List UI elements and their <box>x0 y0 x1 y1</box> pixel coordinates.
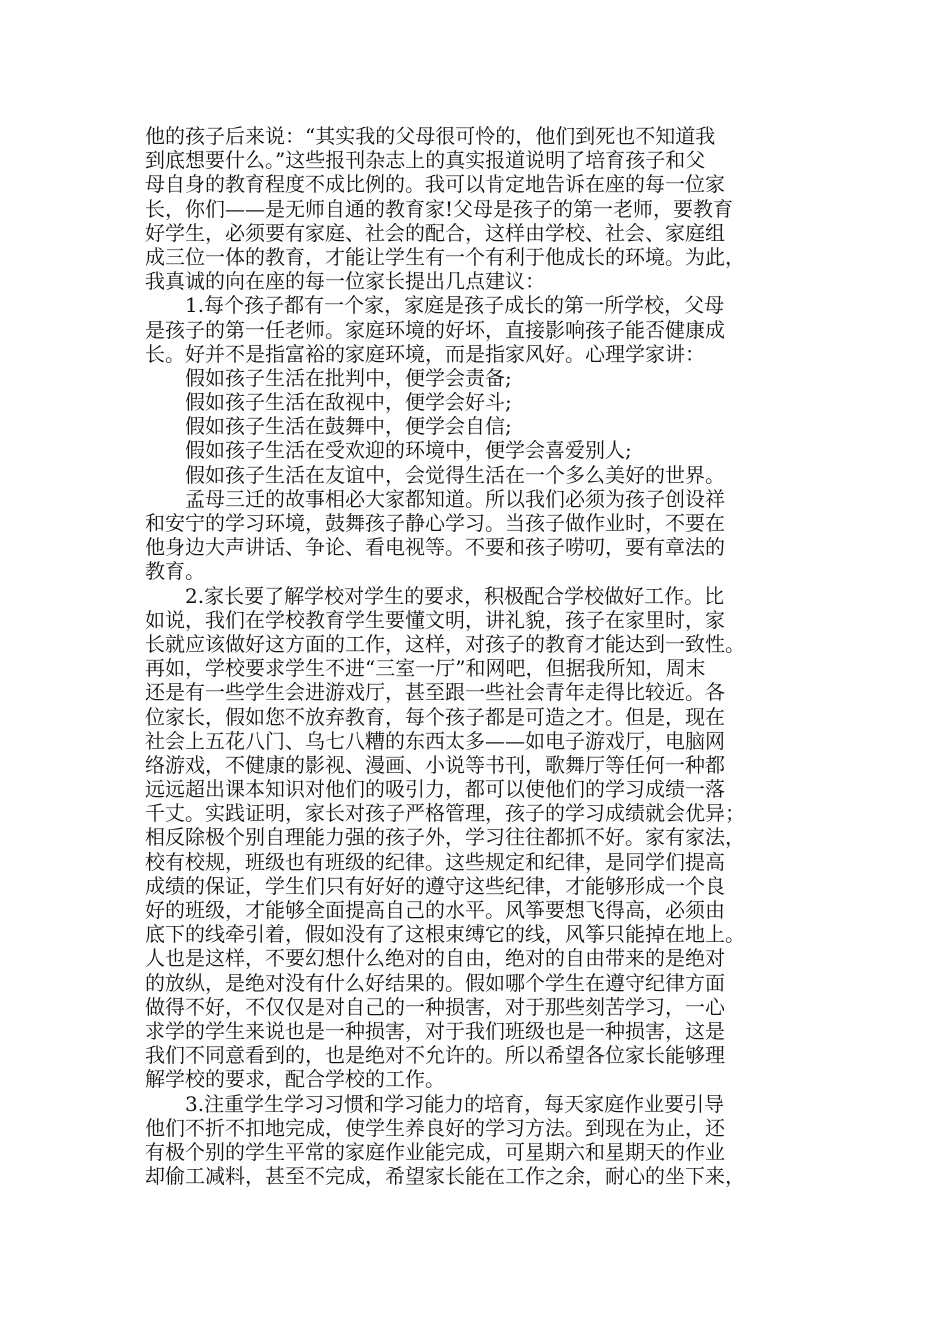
text-line: 教育。 <box>145 559 205 584</box>
text-line: 3.注重学生学习习惯和学习能力的培育，每天家庭作业要引导 <box>185 1091 725 1116</box>
text-line: 社会上五花八门、乌七八糟的东西太多——如电子游戏厅，电脑网 <box>145 728 725 753</box>
text-line: 假如孩子生活在友谊中，会觉得生活在一个多么美好的世界。 <box>185 462 725 487</box>
text-line: 假如孩子生活在受欢迎的环境中，便学会喜爱别人; <box>185 438 632 463</box>
text-line: 孟母三迁的故事相必大家都知道。所以我们必须为孩子创设祥 <box>185 486 725 511</box>
text-line: 的放纵，是绝对没有什么好结果的。假如哪个学生在遵守纪律方面 <box>145 970 725 995</box>
text-line: 远远超出课本知识对他们的吸引力，都可以使他们的学习成绩一落 <box>145 777 725 802</box>
text-line: 到底想要什么。”这些报刊杂志上的真实报道说明了培育孩子和父 <box>145 148 706 173</box>
text-line: 他身边大声讲话、争论、看电视等。不要和孩子唠叨，要有章法的 <box>145 535 725 560</box>
text-line: 却偷工减料，甚至不完成，希望家长能在工作之余，耐心的坐下来， <box>145 1164 745 1189</box>
text-line: 做得不好，不仅仅是对自己的一种损害，对于那些刻苦学习，一心 <box>145 994 725 1019</box>
text-line: 和安宁的学习环境，鼓舞孩子静心学习。当孩子做作业时，不要在 <box>145 511 725 535</box>
text-line: 底下的线牵引着，假如没有了这根束缚它的线，风筝只能掉在地上。 <box>145 922 745 947</box>
text-line: 有极个别的学生平常的家庭作业能完成，可星期六和星期天的作业 <box>145 1139 725 1164</box>
text-line: 1.每个孩子都有一个家，家庭是孩子成长的第一所学校，父母 <box>185 293 725 318</box>
text-line: 好的班级，才能够全面提高自己的水平。风筝要想飞得高，必须由 <box>145 898 725 922</box>
text-line: 位家长，假如您不放弃教育，每个孩子都是可造之才。但是，现在 <box>145 704 725 729</box>
text-line: 假如孩子生活在鼓舞中，便学会自信; <box>185 414 512 439</box>
text-line: 长。好并不是指富裕的家庭环境，而是指家风好。心理学家讲： <box>145 341 705 366</box>
text-line: 络游戏，不健康的影视、漫画、小说等书刊，歌舞厅等任何一种都 <box>145 752 725 777</box>
text-line: 成三位一体的教育，才能让学生有一个有利于他成长的环境。为此， <box>145 244 745 269</box>
text-line: 2.家长要了解学校对学生的要求，积极配合学校做好工作。比 <box>185 583 725 608</box>
text-line: 解学校的要求，配合学校的工作。 <box>145 1067 445 1092</box>
document-body <box>145 124 825 1188</box>
text-line: 他的孩子后来说：“其实我的父母很可怜的，他们到死也不知道我 <box>145 124 716 148</box>
text-line: 好学生，必须要有家庭、社会的配合，这样由学校、社会、家庭组 <box>145 220 725 245</box>
text-line: 长，你们——是无师自通的教育家!父母是孩子的第一老师，要教育 <box>145 196 734 221</box>
text-line: 母自身的教育程度不成比例的。我可以肯定地告诉在座的每一位家 <box>145 172 725 197</box>
text-line: 求学的学生来说也是一种损害，对于我们班级也是一种损害，这是 <box>145 1018 725 1043</box>
text-line: 还是有一些学生会进游戏厅，甚至跟一些社会青年走得比较近。各 <box>145 680 725 705</box>
text-line: 校有校规，班级也有班级的纪律。这些规定和纪律，是同学们提高 <box>145 849 725 874</box>
text-line: 人也是这样，不要幻想什么绝对的自由，绝对的自由带来的是绝对 <box>145 946 725 971</box>
text-line: 假如孩子生活在批判中，便学会责备; <box>185 365 512 390</box>
text-line: 长就应该做好这方面的工作，这样，对孩子的教育才能达到一致性。 <box>145 631 745 656</box>
text-line: 我们不同意看到的，也是绝对不允许的。所以希望各位家长能够理 <box>145 1043 725 1068</box>
text-line: 千丈。实践证明，家长对孩子严格管理，孩子的学习成绩就会优异； <box>145 801 745 826</box>
text-line: 假如孩子生活在敌视中，便学会好斗; <box>185 390 512 415</box>
text-line: 相反除极个别自理能力强的孩子外，学习往往都抓不好。家有家法， <box>145 825 745 850</box>
text-line: 成绩的保证，学生们只有好好的遵守这些纪律，才能够形成一个良 <box>145 873 725 898</box>
text-line: 如说，我们在学校教育学生要懂文明，讲礼貌，孩子在家里时，家 <box>145 607 725 632</box>
text-line: 他们不折不扣地完成，使学生养良好的学习方法。到现在为止，还 <box>145 1115 725 1140</box>
text-line: 再如，学校要求学生不进“三室一厅”和网吧，但据我所知，周末 <box>145 656 706 681</box>
text-line: 是孩子的第一任老师。家庭环境的好坏，直接影响孩子能否健康成 <box>145 317 725 342</box>
text-line: 我真诚的向在座的每一位家长提出几点建议： <box>145 269 545 294</box>
